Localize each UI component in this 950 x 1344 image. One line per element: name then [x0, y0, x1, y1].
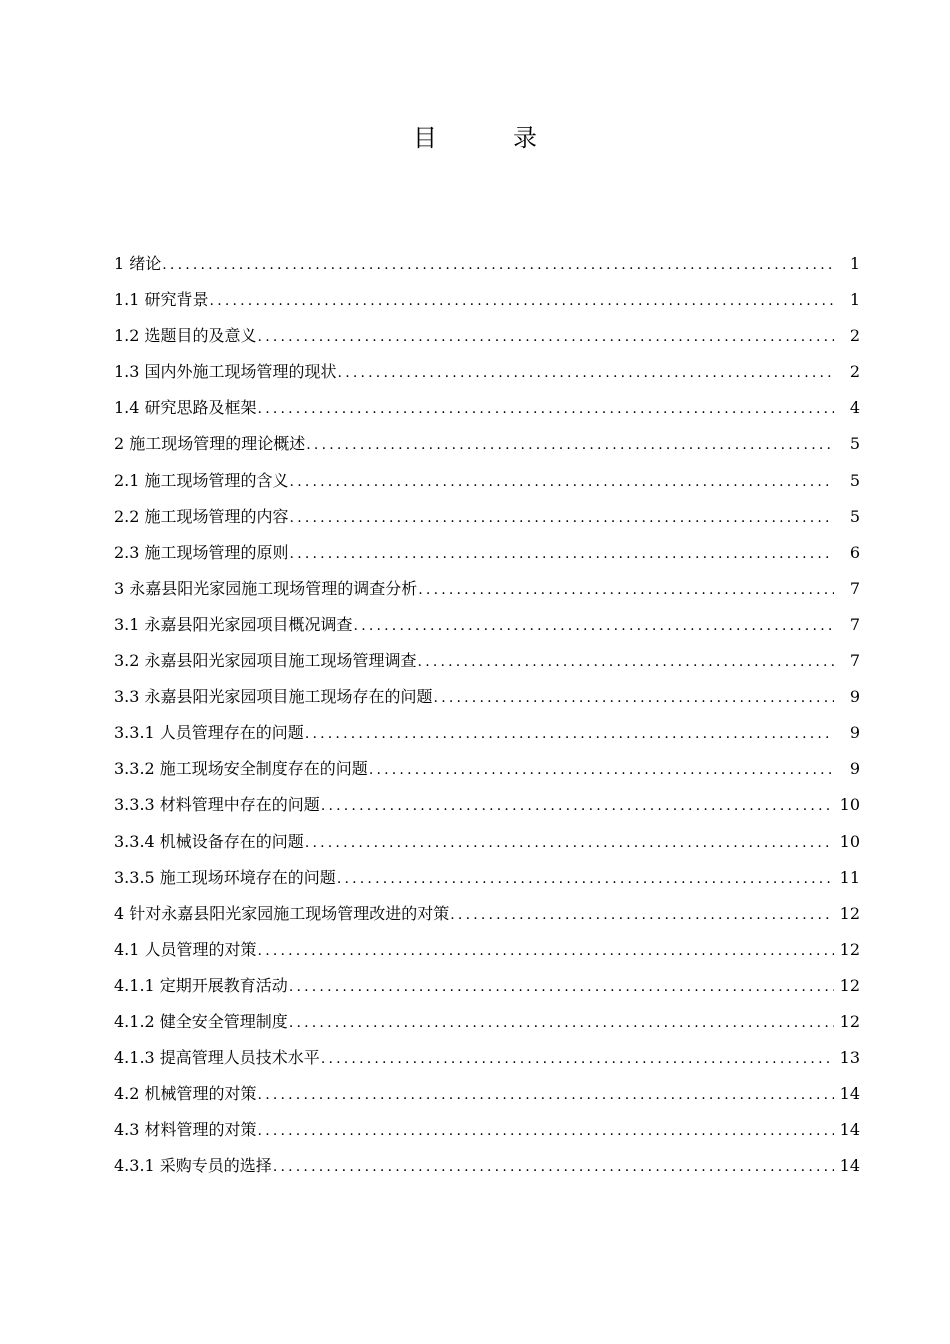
toc-leader-dots — [434, 680, 834, 716]
toc-entry-label: 2.1 施工现场管理的含义 — [114, 470, 289, 490]
toc-leader-dots — [450, 897, 833, 933]
toc-leader-dots — [306, 427, 834, 463]
toc-entry — [114, 571, 860, 607]
toc-leader-dots — [210, 283, 834, 319]
toc-entry-label: 1 绪论 — [114, 254, 162, 273]
toc-entry — [114, 751, 860, 787]
toc-entry-label: 4.1 人员管理的对策 — [114, 939, 257, 959]
toc-entry-page: 7 — [849, 578, 860, 598]
toc-entry — [114, 824, 860, 860]
toc-leader-dots — [290, 464, 834, 500]
toc-entry-label: 3.3.4 机械设备存在的问题 — [114, 831, 304, 851]
toc-leader-dots — [321, 1041, 834, 1077]
toc-leader-dots — [369, 752, 834, 788]
toc-entry — [114, 1148, 860, 1184]
toc-entry-page: 2 — [849, 362, 860, 382]
toc-entry-page: 1 — [849, 290, 860, 310]
toc-entry-page: 12 — [839, 975, 860, 995]
toc-entry-page: 1 — [849, 254, 860, 273]
toc-entry — [114, 463, 860, 499]
toc-leader-dots — [338, 355, 834, 391]
toc-entry — [114, 318, 860, 354]
toc-entry-page: 12 — [839, 1011, 860, 1031]
toc-list — [114, 246, 860, 1184]
toc-entry-label: 4.1.1 定期开展教育活动 — [114, 975, 288, 995]
toc-leader-dots — [354, 608, 834, 644]
toc-entry — [114, 896, 860, 932]
toc-entry-page: 14 — [839, 1120, 860, 1140]
toc-entry-page: 5 — [849, 470, 860, 490]
toc-entry-page: 7 — [849, 651, 860, 671]
toc-entry-page: 2 — [849, 326, 860, 346]
toc-entry — [114, 1076, 860, 1112]
toc-leader-dots — [418, 572, 834, 608]
toc-entry-page: 10 — [839, 831, 860, 851]
toc-entry — [114, 390, 860, 426]
toc-leader-dots — [321, 788, 834, 824]
toc-leader-dots — [305, 716, 834, 752]
toc-entry — [114, 932, 860, 968]
toc-leader-dots — [418, 644, 834, 680]
toc-entry — [114, 282, 860, 318]
toc-entry-label: 4.2 机械管理的对策 — [114, 1084, 257, 1104]
toc-entry — [114, 1112, 860, 1148]
toc-entry-label: 3.3.2 施工现场安全制度存在的问题 — [114, 759, 368, 779]
toc-leader-dots — [290, 536, 834, 572]
toc-entry-label: 3 永嘉县阳光家园施工现场管理的调查分析 — [114, 578, 418, 598]
toc-entry-page: 9 — [849, 687, 860, 707]
toc-entry-label: 4.1.2 健全安全管理制度 — [114, 1011, 288, 1031]
toc-entry-label: 1.2 选题目的及意义 — [114, 326, 257, 346]
toc-entry — [114, 535, 860, 571]
toc-entry-page: 13 — [839, 1048, 860, 1068]
toc-entry-page: 7 — [849, 614, 860, 634]
toc-entry — [114, 246, 860, 282]
toc-leader-dots — [258, 1077, 834, 1113]
toc-entry-page: 10 — [839, 795, 860, 815]
toc-entry-label: 3.3 永嘉县阳光家园项目施工现场存在的问题 — [114, 687, 433, 707]
toc-entry-page: 5 — [849, 506, 860, 526]
toc-leader-dots — [258, 1113, 834, 1149]
toc-entry-page: 6 — [849, 542, 860, 562]
toc-entry-page: 9 — [849, 723, 860, 743]
toc-entry — [114, 679, 860, 715]
toc-entry-label: 4 针对永嘉县阳光家园施工现场管理改进的对策 — [114, 903, 450, 923]
toc-entry-page: 12 — [839, 939, 860, 959]
toc-entry — [114, 787, 860, 823]
toc-leader-dots — [258, 391, 834, 427]
toc-entry-page: 14 — [839, 1084, 860, 1104]
toc-leader-dots — [289, 969, 834, 1005]
toc-entry-label: 1.1 研究背景 — [114, 290, 209, 310]
toc-leader-dots — [337, 861, 834, 897]
toc-entry-label: 3.3.1 人员管理存在的问题 — [114, 723, 304, 743]
toc-entry-page: 11 — [839, 867, 860, 887]
toc-title: 目 录 — [413, 124, 563, 152]
toc-leader-dots — [305, 825, 834, 861]
toc-entry-label: 3.3.3 材料管理中存在的问题 — [114, 795, 320, 815]
toc-entry-label: 3.3.5 施工现场环境存在的问题 — [114, 867, 336, 887]
toc-entry-label: 4.1.3 提高管理人员技术水平 — [114, 1048, 320, 1068]
toc-entry-label: 3.2 永嘉县阳光家园项目施工现场管理调查 — [114, 651, 417, 671]
toc-entry-label: 1.4 研究思路及框架 — [114, 398, 257, 418]
toc-entry-label: 2.2 施工现场管理的内容 — [114, 506, 289, 526]
toc-leader-dots — [290, 500, 834, 536]
toc-entry-label: 2 施工现场管理的理论概述 — [114, 434, 306, 454]
toc-entry-page: 9 — [849, 759, 860, 779]
toc-leader-dots — [289, 1005, 834, 1041]
toc-entry — [114, 1004, 860, 1040]
toc-entry-page: 14 — [839, 1156, 860, 1176]
toc-entry-label: 4.3 材料管理的对策 — [114, 1120, 257, 1140]
toc-entry — [114, 426, 860, 462]
toc-leader-dots — [162, 247, 834, 283]
toc-entry — [114, 499, 860, 535]
toc-entry-label: 3.1 永嘉县阳光家园项目概况调查 — [114, 614, 353, 634]
toc-entry — [114, 968, 860, 1004]
toc-entry-label: 4.3.1 采购专员的选择 — [114, 1156, 272, 1176]
toc-entry-page: 4 — [849, 398, 860, 418]
toc-entry-page: 5 — [849, 434, 860, 454]
toc-leader-dots — [273, 1149, 834, 1185]
toc-entry — [114, 860, 860, 896]
toc-entry — [114, 354, 860, 390]
toc-entry — [114, 715, 860, 751]
toc-leader-dots — [258, 319, 834, 355]
toc-entry-page: 12 — [839, 903, 860, 923]
toc-entry-label: 1.3 国内外施工现场管理的现状 — [114, 362, 337, 382]
toc-entry-label: 2.3 施工现场管理的原则 — [114, 542, 289, 562]
toc-leader-dots — [258, 933, 834, 969]
toc-entry — [114, 643, 860, 679]
toc-entry — [114, 607, 860, 643]
toc-entry — [114, 1040, 860, 1076]
